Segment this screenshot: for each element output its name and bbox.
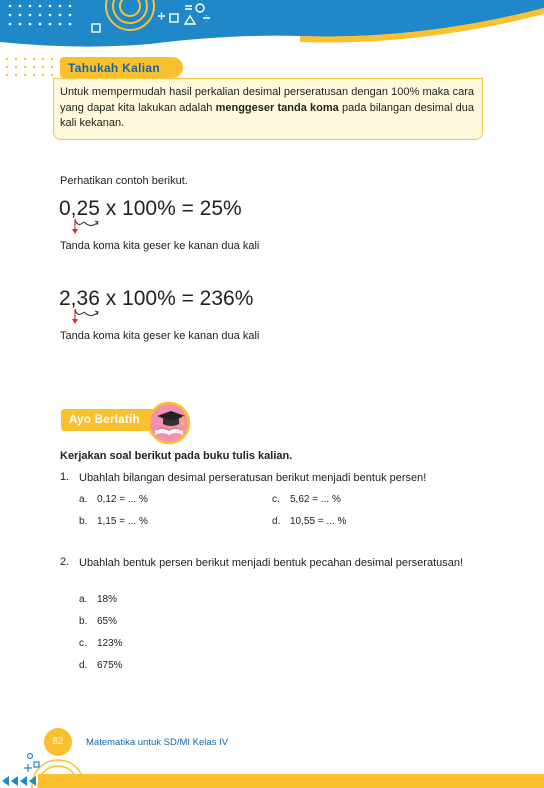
info-text-part-a: Untuk mempermudah hasil perkalian desimal perseratusan dengan 100% maka cara yang dapat kita lakukan adalah: [60, 86, 474, 114]
example-equation-1: 0,25 x 100% = 25%: [59, 197, 242, 220]
ayo-berlatih-tag: Ayo Berlatih: [61, 409, 161, 431]
question-1-number: 1.: [60, 471, 70, 483]
footer-bar: [38, 774, 544, 788]
question-2-number: 2.: [60, 556, 70, 568]
decorative-dots: [4, 55, 54, 79]
question-2-option-c: c. 123%: [79, 638, 123, 649]
question-2-option-b: b. 65%: [79, 616, 118, 627]
book-title: Matematika untuk SD/MI Kelas IV: [86, 737, 229, 748]
question-1-option-d: d. 10,55 = ... %: [272, 516, 347, 527]
example-intro: Perhatikan contoh berikut.: [60, 175, 188, 187]
info-text-bold: menggeser tanda koma: [215, 101, 339, 114]
page-number: 82: [44, 728, 72, 756]
exercise-instruction: Kerjakan soal berikut pada buku tulis kalian.: [60, 450, 293, 462]
question-1-text: Ubahlah bilangan desimal perseratusan berikut menjadi bentuk persen!: [79, 472, 427, 484]
info-text-part-b: pada bilangan desimal dua kali kekanan.: [60, 101, 475, 129]
header-decoration: [0, 0, 544, 50]
example-equation-2: 2,36 x 100% = 236%: [59, 287, 254, 310]
question-2-text: Ubahlah bentuk persen berikut menjadi bentuk pecahan desimal perseratusan!: [79, 557, 464, 569]
question-1-option-c: c. 5,62 = ... %: [272, 494, 341, 505]
question-1-option-b: b. 1,15 = ... %: [79, 516, 148, 527]
question-1-option-a: a. 0,12 = ... %: [79, 494, 148, 505]
tahukah-kalian-tag: Tahukah Kalian: [60, 57, 183, 78]
graduation-cap-book-icon: [147, 401, 191, 445]
question-2-option-d: d. 675%: [79, 660, 123, 671]
info-text: [60, 85, 474, 132]
example-note-2: Tanda koma kita geser ke kanan dua kali: [60, 330, 260, 342]
example-note-1: Tanda koma kita geser ke kanan dua kali: [60, 240, 260, 252]
question-2-option-a: a. 18%: [79, 594, 118, 605]
